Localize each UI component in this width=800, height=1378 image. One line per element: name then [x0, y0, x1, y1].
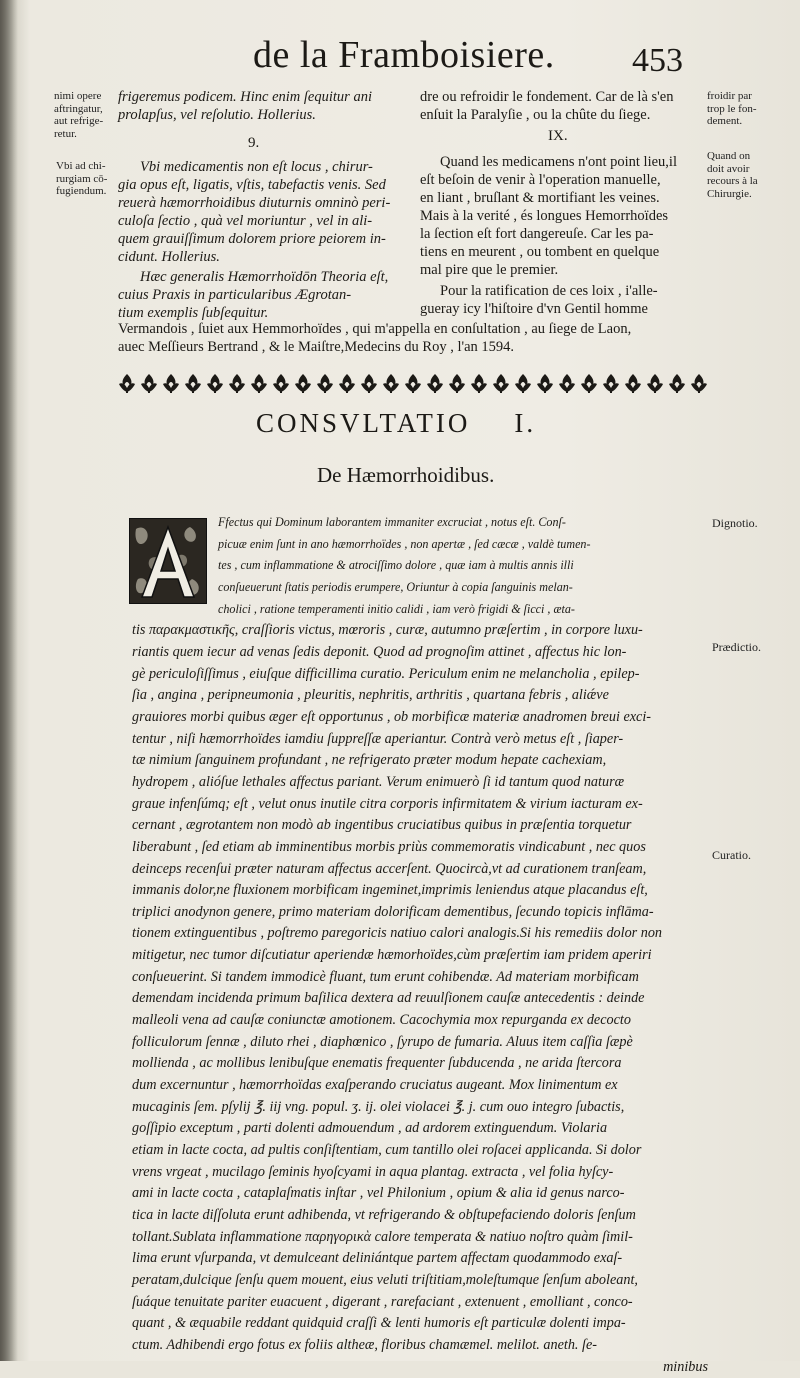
french-line: Pour la ratification de ces loix , i'alle-: [440, 283, 658, 299]
body-line: ſuáque tenuitate pariter euacuent , digerant , rarefaciant , extenuent , emolliant , conco-: [132, 1293, 633, 1310]
body-line: Ffectus qui Dominum laborantem immaniter excruciat , notus eſt. Conſ-: [218, 515, 566, 529]
french-line: enſuit la Paralyſie , ou la chûte du ſiege.: [420, 107, 651, 123]
body-line: etiam in lacte cocta, ad pultis conſiſtentiam, cum tantillo olei roſacei applicanda. Si dolor: [132, 1142, 642, 1159]
margin-line: recours à la: [707, 175, 758, 187]
french-line: dre ou refroidir le fondement. Car de là s'en: [420, 89, 674, 105]
body-line: tionem extinguentibus , poſtremo paregoricis natiuo calori analogis.Si his remediis dolor non: [132, 925, 663, 942]
margin-line: rurgiam cō-: [56, 172, 108, 185]
body-line: tica in lacte diſſoluta erunt adhibenda, vt refrigerando & obſtupefaciendo doloris ſenſum: [132, 1207, 636, 1223]
body-line: quant , & æquabile reddant quidquid craſſi & lenti humoris eſt particulæ dolenti impa-: [132, 1315, 626, 1332]
margin-line: Chirurgie.: [707, 187, 752, 200]
latin-line: frigeremus podicem. Hinc enim ſequitur ani: [118, 89, 372, 105]
body-line: conſueuerunt ſtatis periodis erumpere, Oriuntur à copia ſanguinis melan-: [218, 579, 573, 594]
ornament-band: [117, 372, 712, 394]
side-label-curatio: Curatio.: [712, 848, 751, 862]
right-margin-note-1: [707, 90, 756, 128]
body-line: ſia , angina , peripneumonia , pleuritis, nephritis, arthritis , quartana febris , aliǽve: [132, 687, 609, 704]
french-section-number: IX.: [548, 128, 568, 144]
fullwidth-line: Vermandois , ſuiet aux Hemmorhoïdes , qui m'appella en conſultation , au ſiege de Laon,: [118, 321, 632, 337]
consultation-number: I.: [514, 408, 537, 438]
side-label-dignotio: Dignotio.: [712, 516, 758, 530]
margin-line: dement.: [707, 115, 743, 127]
french-line: tiens en meurent , ou tombent en quelque: [420, 244, 660, 260]
latin-line: cidunt. Hollerius.: [118, 249, 220, 265]
body-line: vrens vrgeat , mucilago ſeminis hyoſcyami in aqua plantag. extracta , vel folia hyſcy-: [132, 1163, 614, 1180]
latin-line: tium exemplis ſubſequitur.: [118, 305, 269, 321]
body-line: tentur , niſi hæmorrhoïdes iamdiu ſuppreſſæ aperiantur. Contrà verò metus eſt , ſiaper-: [132, 730, 624, 747]
latin-line: Vbi medicamentis non eſt locus , chirur-: [140, 159, 373, 175]
body-line: cernant , ægrotantem non modò ab ingentibus cruciatibus quibus in præſentia torquetur: [132, 817, 632, 834]
margin-line: retur.: [54, 127, 77, 140]
body-line: malleoli vena ad cauſæ coniunctæ amotionem. Cacochymia mox repurganda ex decocto: [132, 1012, 631, 1029]
running-title: de la Framboisiere.: [253, 34, 555, 76]
body-line: lima erunt vſurpanda, vt demulceant deliniántque partem affectam quodammodo exaſ-: [132, 1250, 623, 1267]
margin-line: nimi opere: [54, 90, 102, 102]
margin-line: Quand on: [707, 150, 751, 162]
body-line: tæ nimium ſanguinem profundant , ne refrigerato præter modum hepate cachexiam,: [132, 752, 607, 769]
catchword: minibus: [663, 1358, 708, 1375]
body-line: liberabunt , ſed etiam ab imminentibus morbis priùs commemoratis vindicabunt , nec quos: [132, 838, 646, 855]
body-line: picuæ enim ſunt in ano hæmorrhoïdes , non apertæ , ſed cæcæ , valdè tumen-: [218, 536, 591, 551]
left-margin-note-2: [56, 160, 107, 198]
latin-line: gia opus eſt, ligatis, vſtis, tabefactis venis. Sed: [118, 177, 386, 193]
consultation-title: [256, 410, 536, 437]
latin-line: prolapſus, vel reſolutio. Hollerius.: [118, 107, 316, 123]
fullwidth-line: auec Meſſieurs Bertrand , & le Maiſtre,Medecins du Roy , l'an 1594.: [118, 339, 515, 355]
body-line: hydropem , alióſue lethales affectus pariant. Verum enimuerò ſi id tantum quod naturæ: [132, 773, 625, 790]
latin-line: quem grauiſſimum dolorem priore peiorem in-: [118, 231, 386, 247]
latin-section-number: 9.: [248, 135, 260, 151]
page-number: 453: [632, 42, 683, 79]
body-line: gè periculoſiſſimus , eiuſque difficillima curatio. Periculum enim ne melancholia , epilep-: [132, 665, 640, 682]
margin-line: doit avoir: [707, 162, 750, 175]
margin-line: froidir par: [707, 90, 752, 102]
body-line: graue infenſúmq; eſt , velut onus inutile citra corporis infirmitatem & virium iacturam ex-: [132, 795, 643, 812]
side-label-praedictio: Prædictio.: [712, 640, 762, 654]
body-line: ctum. Adhibendi ergo fotus ex foliis altheæ, floribus chamæmel. melilot. aneth. ſe-: [132, 1336, 597, 1353]
french-line: Quand les medicamens n'ont point lieu,il: [440, 154, 677, 170]
gutter-shadow: [0, 0, 18, 1361]
left-margin-note-1: [54, 90, 103, 140]
latin-line: cuius Praxis in particularibus Ægrotan-: [118, 287, 352, 303]
consultation-title-text: CONSVLTATIO: [256, 408, 471, 438]
body-line: mucaginis ſem. pſylij ℥. iij vng. popul. ʒ. ij. olei violacei ℥. j. cum ouo integro ſubactis,: [132, 1098, 625, 1115]
body-line: deinceps recenſui præter naturam affectus accerſent. Quocircà,vt ad curationem tranſeam,: [132, 860, 647, 877]
body-line: riantis quem iecur ad venas ſedis deponit. Quod ad prognoſim attinet , affectus hic lon-: [132, 643, 627, 660]
consultation-subtitle: De Hæmorrhoidibus.: [317, 463, 495, 487]
latin-line: Hæc generalis Hæmorrhoïdōn Theoria eſt,: [140, 269, 389, 285]
body-line: mollienda , ac mollibus lenibuſque enematis frequenter ſubducenda , ne arida ſtercora: [132, 1055, 622, 1072]
latin-line: culoſa ſectio , quà vel moriuntur , vel in ali-: [118, 213, 373, 229]
body-line: mitigetur, nec tumor diſcutiatur aperiendæ hæmorhoïdes,cùm præſertim iam pridem aperiri: [132, 947, 652, 964]
body-line: dum excernuntur , hæmorrhoïdas exaſperando cruciatus augeant. Mox linimentum ex: [132, 1077, 618, 1094]
french-line: gueray icy l'hiſtoire d'vn Gentil homme: [420, 301, 648, 317]
body-line: tollant.Sublata inflammatione παρηγορικὰ calore temperata & natiuo noſtro quàm ſimil-: [132, 1228, 633, 1245]
latin-line: reuerà hæmorrhoidibus diuturnis omninò peri-: [118, 195, 391, 211]
body-line: immanis dolor,ne fluxionem morbificam ingeminet,imprimis leniendus atque placandus eſt,: [132, 882, 648, 899]
body-line: triplici anodynon genere, primo materiam dolorificam dementibus, ſecundo topicis inflāma-: [132, 903, 654, 920]
margin-line: aftringatur,: [54, 102, 103, 115]
margin-line: trop le fon-: [707, 102, 757, 115]
french-line: la ſection eſt fort dangereuſe. Car les pa-: [420, 226, 654, 242]
body-line: cholici , ratione temperamenti initio calidi , iam verò frigidi & ſicci , æta-: [218, 601, 575, 616]
right-margin-note-2: [707, 150, 758, 200]
body-line: conſueuerint. Si tandem immodicè fluant, tum erunt cohibendæ. Ad materiam morbificam: [132, 968, 639, 985]
french-line: eſt beſoin de venir à l'operation manuelle,: [420, 172, 661, 188]
body-line: goſſipio exceptum , parti dolenti admouendum , ad ardorem extinguendum. Violaria: [132, 1120, 608, 1137]
margin-line: aut refrige-: [54, 115, 104, 127]
body-line: demendam incidenda primum baſilica dextera ad reuulſionem cauſæ antecedentis : deinde: [132, 990, 645, 1007]
consultation-body: [132, 512, 712, 1378]
body-line: tis παρακμαστικῆς, craſſioris victus, mœroris , curæ, autumno præſertim , in corpore luxu-: [132, 622, 643, 639]
body-line: tes , cum inflammatione & atrociſſimo dolore , quæ iam à multis annis illi: [218, 558, 574, 573]
french-line: en liant , bruſlant & mortifiant les veines.: [420, 190, 660, 206]
french-line: mal pire que le premier.: [420, 262, 559, 278]
margin-line: fugiendum.: [56, 185, 107, 197]
french-line: Mais à la verité , és longues Hemorrhoïdes: [420, 208, 669, 224]
body-line: ami in lacte cocta , cataplaſmatis inſtar , vel Philonium , opium & alia id genus narco-: [132, 1185, 625, 1202]
margin-line: Vbi ad chi-: [56, 160, 106, 172]
body-line: peratam,dulcique ſenſu quem mouent, eius veluti triſtitiam,moleſtumque ſenſum aboleant,: [132, 1271, 638, 1288]
body-line: folliculorum ſennæ , diluto rhei , diaphœnico , ſyrupo de fumaria. Aluus item caſſia ſæpè: [132, 1033, 633, 1050]
body-line: grauiores morbi quibus æger eſt opportunus , ob morbificæ materiæ anadromen breui exci-: [132, 708, 651, 725]
